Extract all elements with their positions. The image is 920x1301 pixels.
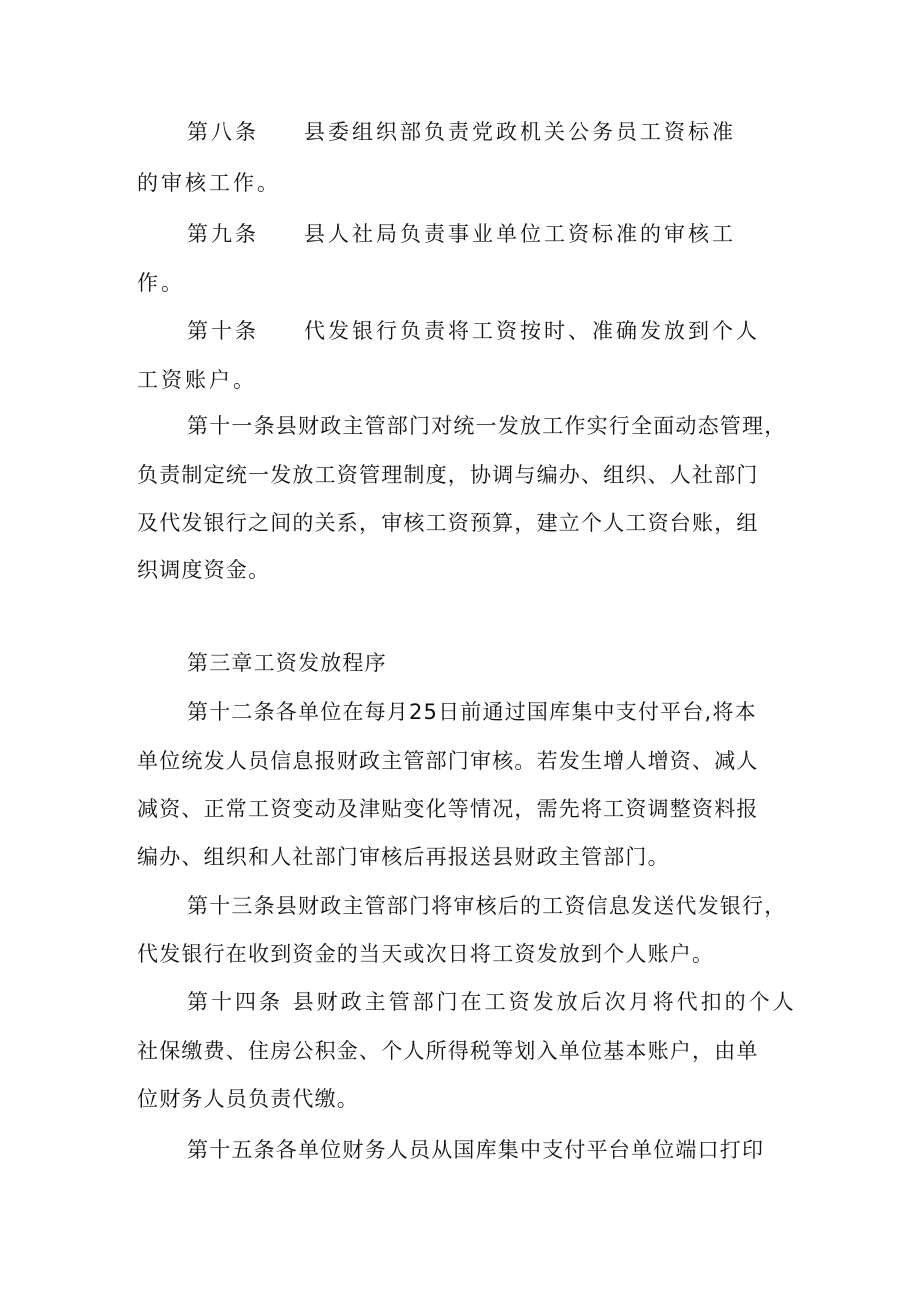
- article-8-text: 县委组织部负责党政机关公务员工资标准: [304, 120, 736, 144]
- article-9-line-1: [187, 219, 736, 249]
- article-9-line-2: 作。: [137, 271, 185, 295]
- article-14-line-1: 第十四条 县财政主管部门在工资发放后次月将代扣的个人: [187, 990, 797, 1014]
- article-15-line-1: 第十五条各单位财务人员从国库集中支付平台单位端口打印: [187, 1138, 765, 1162]
- article-9-label: 第九条: [187, 222, 259, 246]
- article-14-line-3: 位财务人员负责代缴。: [137, 1087, 359, 1111]
- article-10-label: 第十条: [187, 319, 259, 343]
- article-12-line-2: 单位统发人员信息报财政主管部门审核。若发生增人增资、减人: [137, 749, 759, 773]
- article-13-line-1: 第十三条县财政主管部门将审核后的工资信息发送代发银行，: [187, 894, 787, 918]
- article-8-line-1: [187, 117, 736, 147]
- article-12-line-4: 编办、组织和人社部门审核后再报送县财政主管部门。: [137, 845, 670, 869]
- article-11-line-4: 织调度资金。: [137, 558, 271, 582]
- article-10-line-2: 工资账户。: [137, 368, 257, 392]
- article-14-line-2: 社保缴费、住房公积金、个人所得税等划入单位基本账户，由单: [137, 1039, 759, 1063]
- article-9-text: 县人社局负责事业单位工资标准的审核工: [304, 222, 736, 246]
- article-11-line-2: 负责制定统一发放工资管理制度，协调与编办、组织、人社部门: [137, 463, 759, 487]
- article-12-line-1: 第十二条各单位在每月25日前通过国库集中支付平台,将本: [187, 700, 757, 724]
- article-11-line-1: 第十一条县财政主管部门对统一发放工作实行全面动态管理，: [187, 414, 787, 438]
- article-8-label: 第八条: [187, 120, 259, 144]
- chapter-3-title: 第三章工资发放程序: [187, 651, 387, 675]
- article-13-line-2: 代发银行在收到资金的当天或次日将工资发放到个人账户。: [137, 942, 715, 966]
- article-10-text: 代发银行负责将工资按时、准确发放到个人: [304, 319, 760, 343]
- article-12-line-3: 减资、正常工资变动及津贴变化等情况，需先将工资调整资料报: [137, 797, 759, 821]
- article-11-line-3: 及代发银行之间的关系，审核工资预算，建立个人工资台账，组: [137, 511, 759, 535]
- article-8-line-2: 的审核工作。: [137, 171, 281, 195]
- article-10-line-1: [187, 316, 760, 346]
